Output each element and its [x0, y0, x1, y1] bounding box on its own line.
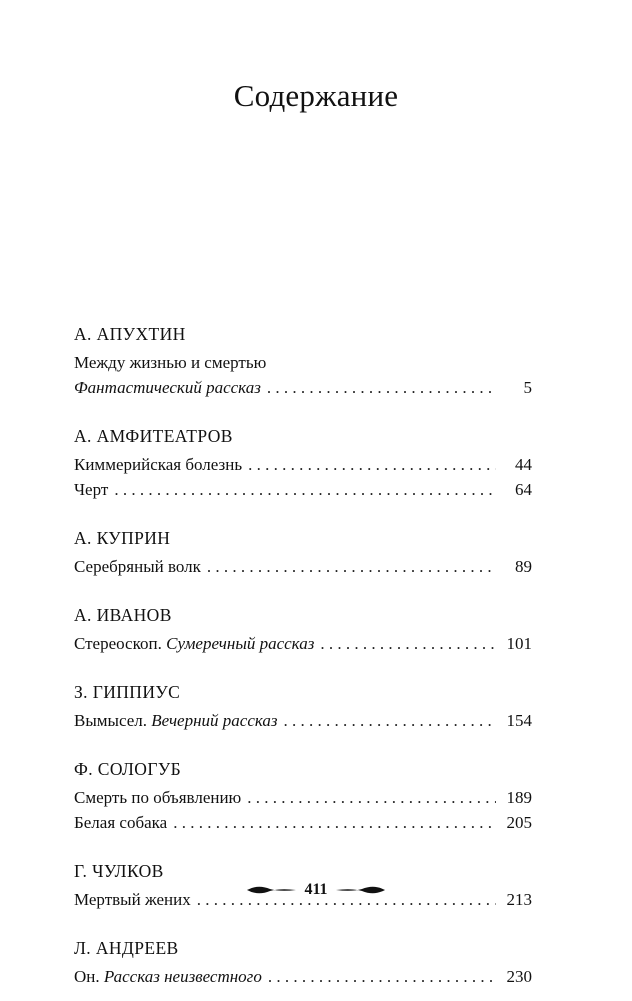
entry-title: Черт — [74, 480, 109, 499]
leader-dots — [267, 375, 496, 400]
left-ornament-icon — [246, 883, 298, 897]
leader-dots — [320, 631, 496, 656]
toc-entry — [74, 810, 532, 835]
right-ornament-icon — [334, 883, 386, 897]
page-folio — [0, 881, 632, 899]
entry-title: Киммерийская болезнь — [74, 455, 243, 474]
toc-section — [74, 522, 532, 579]
entry-title: Серебряный волк — [74, 557, 201, 576]
leader-dots — [248, 452, 496, 477]
page-number: 44 — [515, 455, 532, 474]
toc-entry — [74, 964, 532, 989]
toc-entry — [74, 785, 532, 810]
entry-title: Между жизнью и смертью — [74, 353, 267, 372]
leader-dots — [207, 554, 496, 579]
author-name: Г. ЧУЛКОВ — [74, 861, 164, 881]
page-number: 154 — [506, 711, 532, 730]
author-name: А. АПУХТИН — [74, 324, 186, 344]
entry-title: Он. — [74, 967, 104, 986]
author-name: З. ГИППИУС — [74, 682, 181, 702]
entry-title: Смерть по объявлению — [74, 788, 242, 807]
toc-section — [74, 599, 532, 656]
toc-entry — [74, 554, 532, 579]
page-folio-number: 411 — [304, 881, 328, 898]
author-name: А. КУПРИН — [74, 528, 171, 548]
toc-section — [74, 318, 532, 400]
page-number: 213 — [506, 890, 532, 909]
entry-title: Вымысел. — [74, 711, 152, 730]
toc-entry — [74, 708, 532, 733]
toc-section — [74, 420, 532, 502]
leader-dots — [114, 477, 496, 502]
toc-section — [74, 753, 532, 835]
page-number: 205 — [506, 813, 532, 832]
entry-subtitle: Фантастический рассказ — [74, 378, 261, 397]
entry-title: Мертвый жених — [74, 890, 191, 909]
toc-entry — [74, 631, 532, 656]
toc-entry — [74, 350, 532, 375]
entry-title: Белая собака — [74, 813, 168, 832]
entry-subtitle: Вечерний рассказ — [151, 711, 278, 730]
author-name: А. АМФИТЕАТРОВ — [74, 426, 233, 446]
page-number: 89 — [515, 557, 532, 576]
page-number: 5 — [523, 378, 532, 397]
toc-section — [74, 676, 532, 733]
leader-dots — [268, 964, 496, 989]
leader-dots — [173, 810, 496, 835]
entry-title: Стереоскоп. — [74, 634, 167, 653]
author-name: Ф. СОЛОГУБ — [74, 759, 182, 779]
author-name: А. ИВАНОВ — [74, 605, 172, 625]
author-name: Л. АНДРЕЕВ — [74, 938, 179, 958]
page-number: 189 — [506, 788, 532, 807]
entry-subtitle: Сумеречный рассказ — [166, 634, 315, 653]
toc-entry — [74, 452, 532, 477]
toc-section — [74, 932, 532, 989]
leader-dots — [247, 785, 496, 810]
page-number: 230 — [506, 967, 532, 986]
toc-entry — [74, 477, 532, 502]
page-number: 64 — [515, 480, 532, 499]
page-number: 101 — [506, 634, 532, 653]
entry-subtitle: Рассказ неизвестного — [103, 967, 262, 986]
toc-entry — [74, 375, 532, 400]
page-title: Содержание — [233, 78, 399, 113]
leader-dots — [284, 708, 496, 733]
